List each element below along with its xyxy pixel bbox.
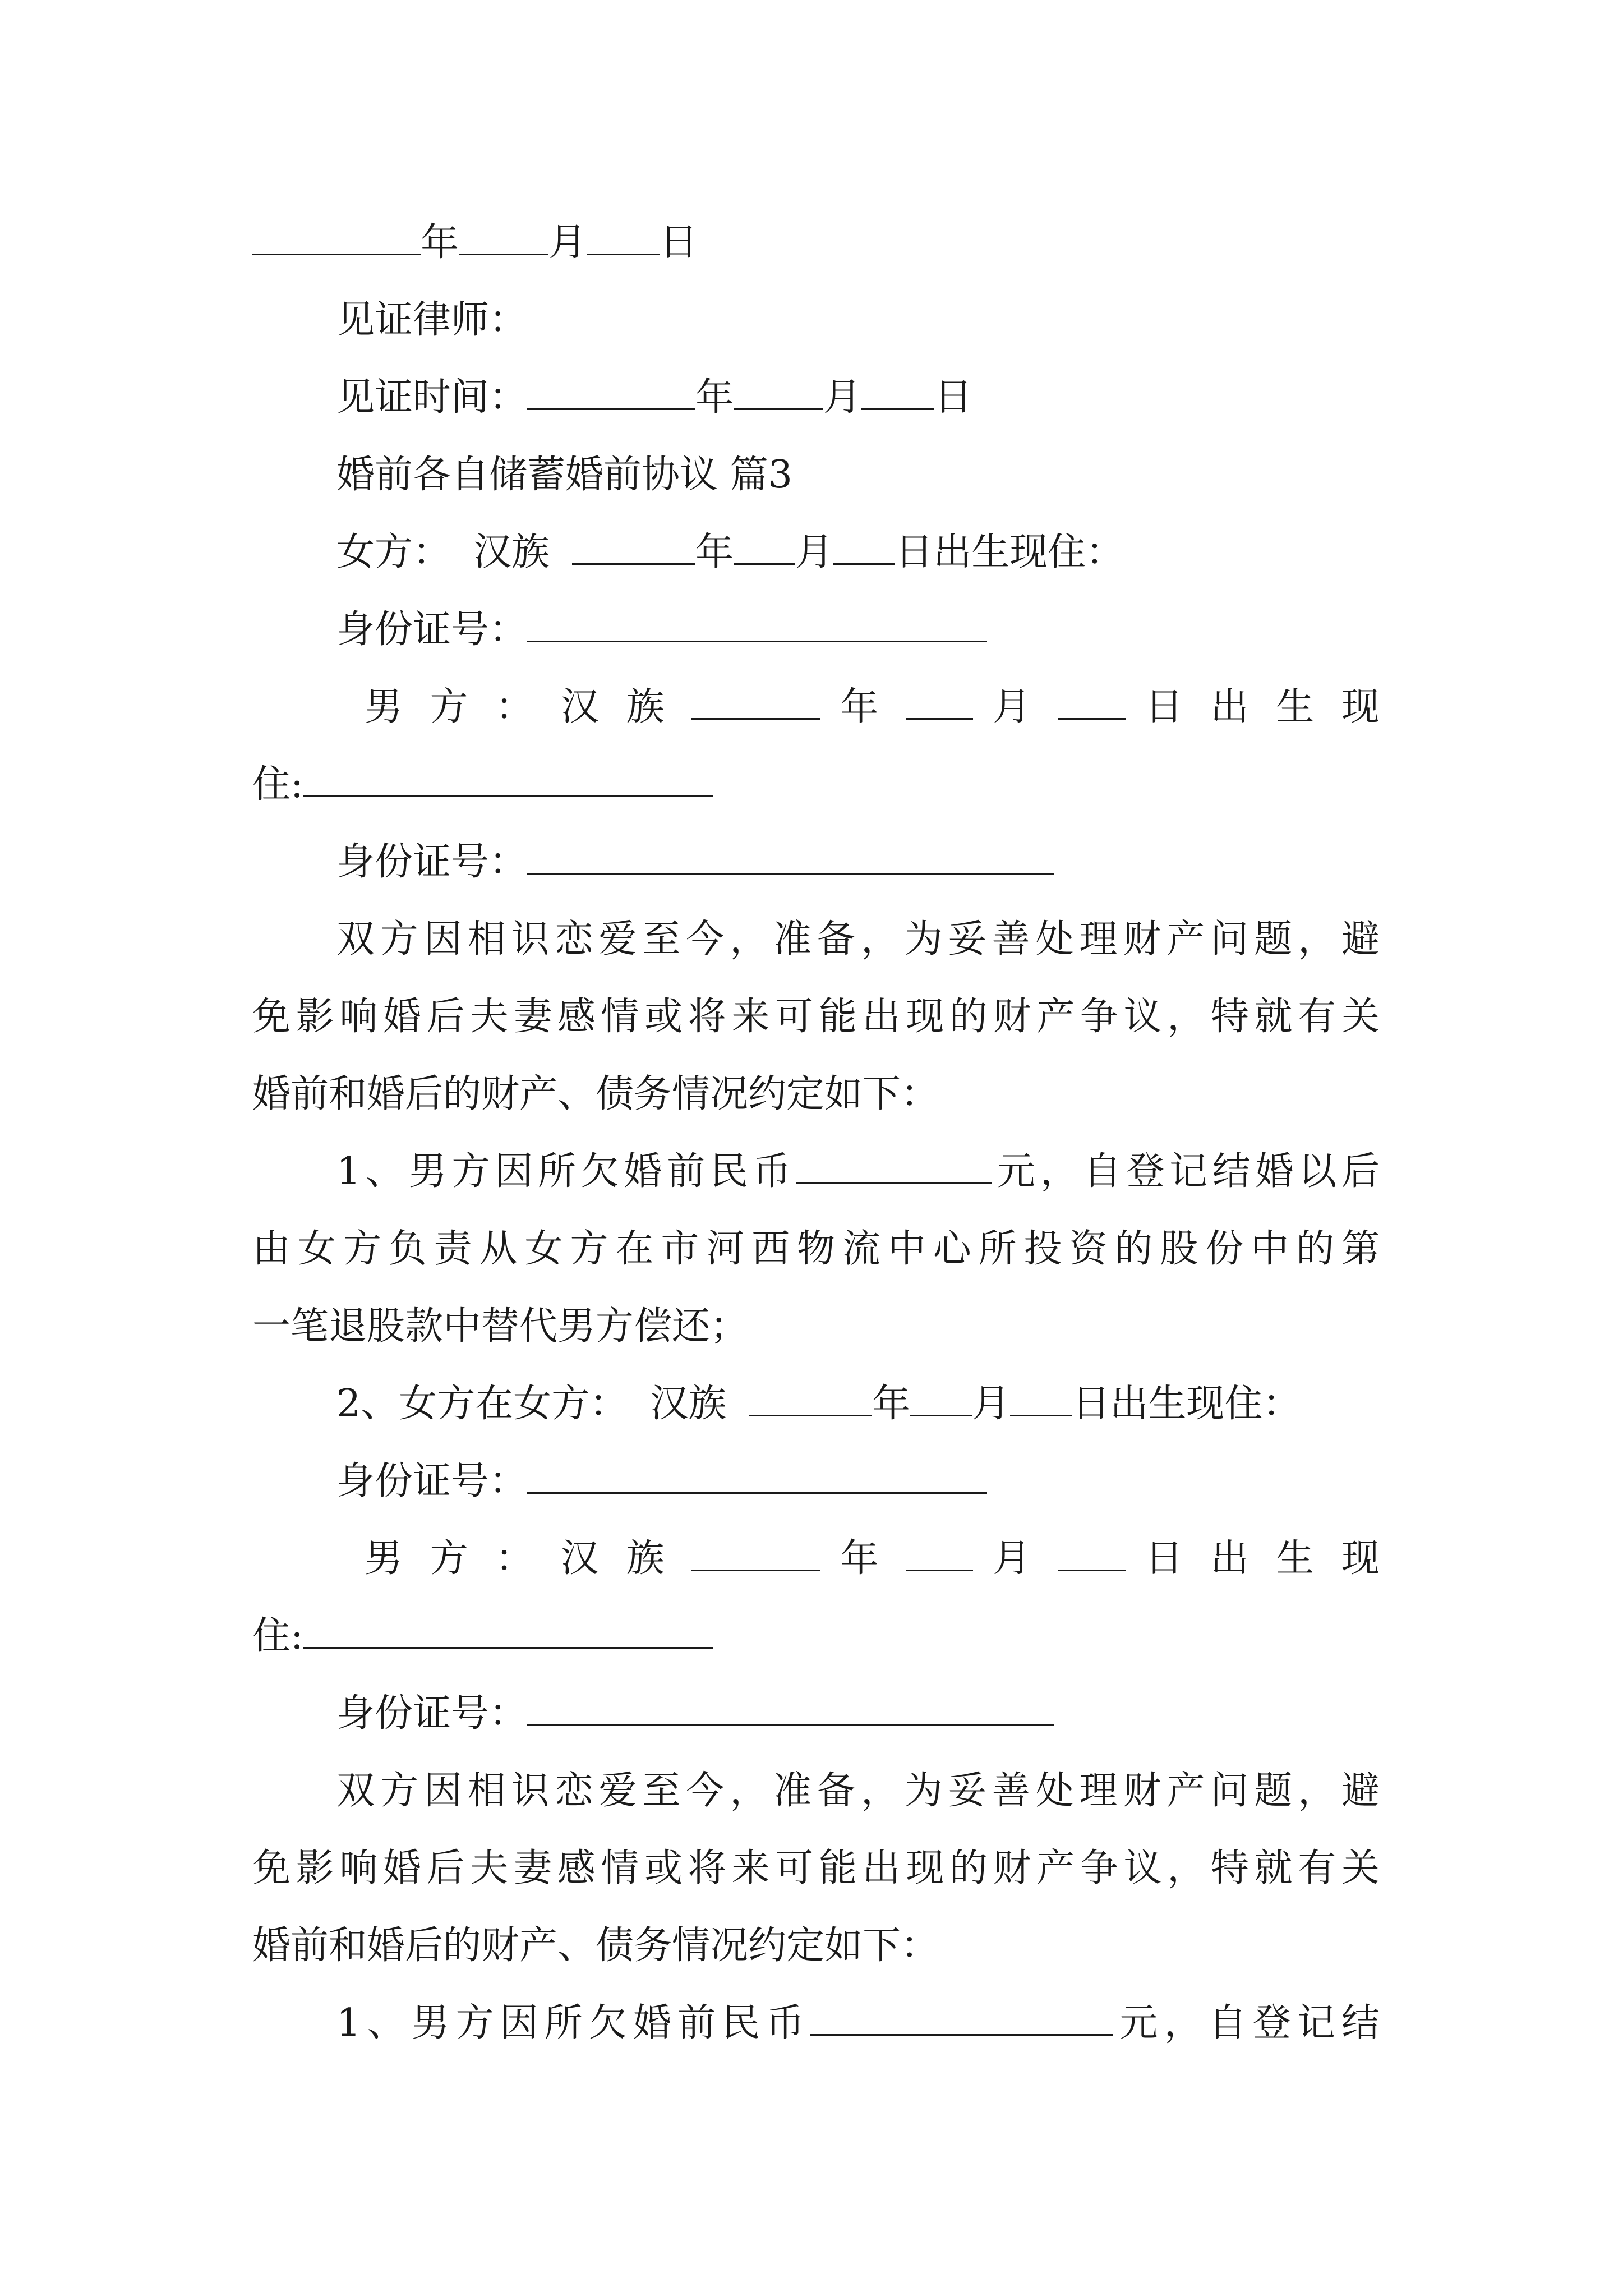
male-char: ： <box>495 685 541 729</box>
witness-month-label: 月 <box>823 375 862 420</box>
male-residence-blank <box>303 1603 713 1649</box>
witness-time-label: 见证时间： <box>336 375 528 420</box>
item2-ethnicity: 汉族 <box>650 1382 727 1426</box>
clause-line <box>0 1288 1623 1365</box>
female-birth-tail: 日出生现住： <box>895 530 1124 574</box>
item2-day-blank <box>1010 1371 1072 1416</box>
female-label: 女方： <box>336 530 451 574</box>
month-blank <box>459 210 548 255</box>
clause-text: 一笔退股款中替代男方偿还； <box>252 1304 749 1349</box>
male-day-blank <box>1058 674 1126 720</box>
paragraph-line <box>0 1056 1623 1133</box>
id-number-blank <box>527 1681 1054 1726</box>
male-month-blank <box>906 674 973 720</box>
witness-year-label: 年 <box>695 375 734 420</box>
male-char: 现 <box>1341 1536 1380 1581</box>
id-number-label: 身份证号： <box>336 840 528 884</box>
witness-year-blank <box>527 365 695 410</box>
id-number-line <box>0 1443 1623 1520</box>
male-char: 出 <box>1210 1536 1257 1581</box>
female-month-label: 月 <box>795 530 834 574</box>
witness-day-label: 日 <box>934 375 973 420</box>
male-char: 方 <box>430 1536 476 1581</box>
male-char: 男 <box>365 1536 411 1581</box>
male-residence-label: 住: <box>252 1614 303 1658</box>
day-blank <box>587 210 660 255</box>
clause-text: 元，自登记结 <box>1113 2001 1380 2045</box>
male-char: ： <box>495 1536 541 1581</box>
male-residence-label: 住: <box>252 762 303 807</box>
paragraph-line <box>0 978 1623 1056</box>
male-char: 生 <box>1276 685 1322 729</box>
year-blank <box>252 210 421 255</box>
clause-line <box>0 1365 1623 1443</box>
clause-text: 元，自登记结婚以后 <box>992 1149 1380 1194</box>
male-year-label: 年 <box>840 685 886 729</box>
male-month-label: 月 <box>993 1536 1039 1581</box>
male-residence-line <box>0 1598 1623 1675</box>
paragraph-line <box>0 1907 1623 1985</box>
id-number-label: 身份证号： <box>336 608 528 652</box>
male-info-line <box>0 669 1623 746</box>
item2-year-label: 年 <box>872 1382 911 1426</box>
male-year-blank <box>691 674 820 720</box>
id-number-blank <box>527 1448 987 1494</box>
male-char: 族 <box>626 1536 672 1581</box>
paragraph-text: 双方因相识恋爱至今，准备，为妥善处理财产问题，避 <box>336 917 1380 961</box>
male-char: 生 <box>1276 1536 1322 1581</box>
clause-text: 1、男方因所欠婚前民币 <box>336 2001 811 2045</box>
female-ethnicity: 汉族 <box>473 530 550 574</box>
male-day-label: 日 <box>1145 1536 1191 1581</box>
date-line <box>0 204 1623 282</box>
amount-blank <box>796 1139 992 1184</box>
male-info-line <box>0 1520 1623 1598</box>
paragraph-line <box>0 1752 1623 1830</box>
witness-time <box>0 359 1623 436</box>
id-number-blank <box>527 597 987 642</box>
year-label: 年 <box>421 220 459 265</box>
item2-month-blank <box>910 1371 972 1416</box>
male-char: 男 <box>365 685 411 729</box>
male-year-blank <box>691 1526 820 1571</box>
paragraph-text: 婚前和婚后的财产、债务情况约定如下： <box>252 1072 939 1116</box>
id-number-label: 身份证号： <box>336 1691 528 1736</box>
amount-blank <box>810 1990 1113 2036</box>
clause-text: 由女方负责从女方在市河西物流中心所投资的股份中的第 <box>252 1227 1380 1271</box>
id-number-line <box>0 823 1623 901</box>
item2-month-label: 月 <box>972 1382 1011 1426</box>
male-residence-blank <box>303 752 713 797</box>
paragraph-text: 婚前和婚后的财产、债务情况约定如下： <box>252 1924 939 1968</box>
male-residence-line <box>0 746 1623 823</box>
clause-text: 2、女方在女方： <box>336 1382 628 1426</box>
male-day-blank <box>1058 1526 1126 1571</box>
male-year-label: 年 <box>840 1536 886 1581</box>
witness-month-blank <box>734 365 823 410</box>
item2-tail: 日出生现住： <box>1072 1382 1301 1426</box>
paragraph-text: 双方因相识恋爱至今，准备，为妥善处理财产问题，避 <box>336 1769 1380 1813</box>
section-title-text: 婚前各自储蓄婚前协议 篇3 <box>336 453 792 497</box>
clause-line <box>0 1985 1623 2062</box>
male-char: 族 <box>626 685 672 729</box>
id-number-label: 身份证号： <box>336 1459 528 1503</box>
id-number-line <box>0 591 1623 669</box>
male-char: 现 <box>1341 685 1380 729</box>
male-char: 汉 <box>560 1536 607 1581</box>
day-label: 日 <box>660 220 698 265</box>
male-char: 汉 <box>560 685 607 729</box>
female-info-line <box>0 514 1623 591</box>
month-label: 月 <box>548 220 587 265</box>
female-month-blank <box>734 519 795 565</box>
id-number-line <box>0 1675 1623 1752</box>
section-title <box>0 436 1623 514</box>
clause-line <box>0 1133 1623 1211</box>
male-month-blank <box>906 1526 973 1571</box>
paragraph-text: 免影响婚后夫妻感情或将来可能出现的财产争议，特就有关 <box>252 1846 1380 1890</box>
witness-lawyer <box>0 282 1623 359</box>
witness-day-blank <box>861 365 934 410</box>
clause-text: 1、男方因所欠婚前民币 <box>336 1149 796 1194</box>
paragraph-line <box>0 901 1623 978</box>
male-day-label: 日 <box>1145 685 1191 729</box>
female-day-blank <box>833 519 895 565</box>
item2-year-blank <box>749 1371 872 1416</box>
female-year-label: 年 <box>695 530 734 574</box>
male-char: 方 <box>430 685 476 729</box>
female-year-blank <box>572 519 695 565</box>
id-number-blank <box>527 829 1054 875</box>
paragraph-line <box>0 1830 1623 1907</box>
clause-line <box>0 1211 1623 1288</box>
paragraph-text: 免影响婚后夫妻感情或将来可能出现的财产争议，特就有关 <box>252 995 1380 1039</box>
witness-lawyer-label: 见证律师： <box>336 298 528 342</box>
male-char: 出 <box>1210 685 1257 729</box>
male-month-label: 月 <box>993 685 1039 729</box>
